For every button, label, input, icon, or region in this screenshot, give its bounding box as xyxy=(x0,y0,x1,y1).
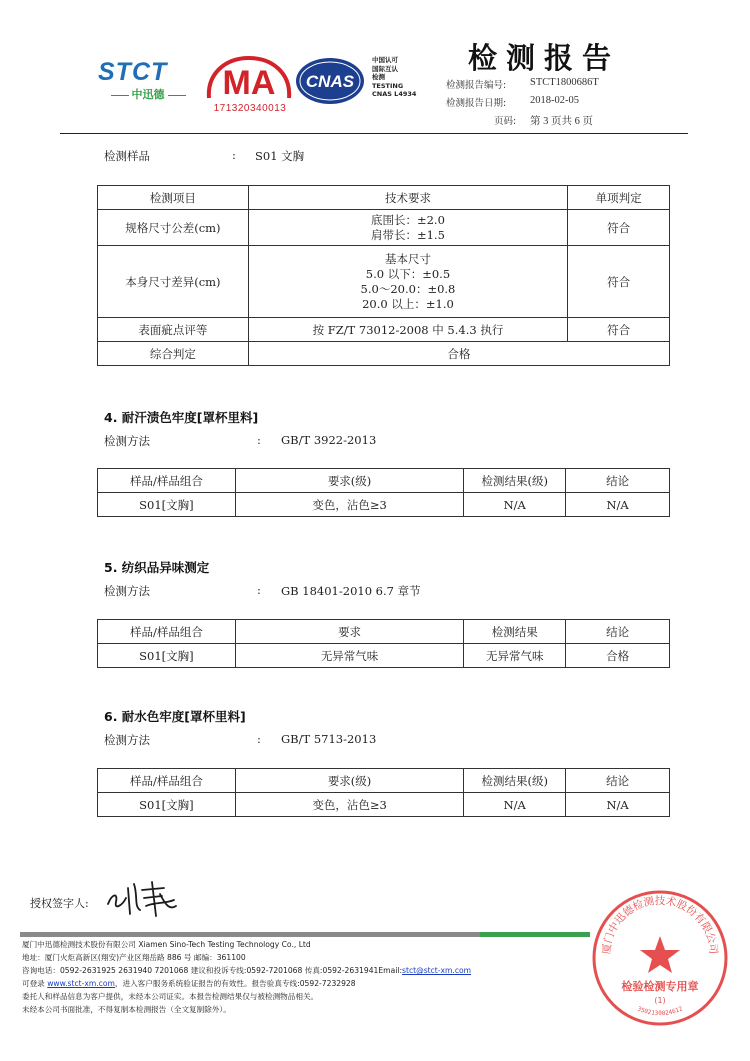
svg-text:3502130024612 xyxy=(636,1005,684,1017)
seal-purpose-text: 检验检测专用章 xyxy=(621,980,699,993)
table-row xyxy=(98,493,670,517)
footer-login-suffix: ，进入客户服务系统验证报告的有效性。报告验真专线:0592-7232928 xyxy=(114,979,356,988)
section-5-title: 5. 纺织品异味测定 xyxy=(104,560,210,575)
table-row xyxy=(98,318,670,342)
method-label: 检测方法 xyxy=(104,733,150,747)
table-row xyxy=(98,793,670,817)
section-4-table xyxy=(97,468,670,517)
requirement-cell xyxy=(248,210,567,246)
cnas-accreditation-text xyxy=(372,56,432,99)
requirement-line: 基本尺寸 xyxy=(384,251,431,266)
table-row xyxy=(98,246,670,318)
report-no: STCT1800686T xyxy=(530,77,599,88)
seal-star-icon xyxy=(640,936,680,973)
table-header-cell: 检测结果(级) xyxy=(464,469,566,493)
cnas-logo xyxy=(294,55,366,107)
footer-disclaimer-1: 委托人和样品信息为客户提供，未经本公司证实。本报告检测结果仅与被检测物品相关。 xyxy=(22,992,319,1001)
report-no-label: 检测报告编号: xyxy=(446,80,507,91)
requirement-cell: 按 FZ/T 73012-2008 中 5.4.3 执行 xyxy=(248,318,567,342)
ma-logo-text: MA xyxy=(222,64,276,102)
table-header-row xyxy=(98,469,670,493)
section-6-table xyxy=(97,768,670,817)
section-4-title: 4. 耐汗渍色牢度[罩杯里料] xyxy=(104,410,259,425)
table-cell: N/A xyxy=(566,793,670,817)
table-cell: S01[文胸] xyxy=(98,493,236,517)
requirement-line: 底围长：±2.0 xyxy=(370,212,445,227)
report-date: 2018-02-05 xyxy=(530,95,579,106)
footer-address: 地址：厦门火炬高新区(翔安)产业区翔岳路 886 号 邮编：361100 xyxy=(22,953,246,962)
item-cell: 本身尺寸差异(cm) xyxy=(98,246,249,318)
footer-contact xyxy=(22,965,471,976)
table-header-cell: 样品/样品组合 xyxy=(98,469,236,493)
footer-verify xyxy=(22,978,356,989)
table-cell: 变色，沾色≥3 xyxy=(235,793,464,817)
method-value: GB 18401-2010 6.7 章节 xyxy=(281,584,421,598)
report-date-label: 检测报告日期: xyxy=(446,98,507,109)
cnas-line: 国际互认 xyxy=(372,64,398,73)
table-header-cell: 要求(级) xyxy=(235,769,464,793)
method-colon: : xyxy=(257,433,261,447)
table-cell: 无异常气味 xyxy=(235,644,464,668)
overall-label-cell: 综合判定 xyxy=(98,342,249,366)
requirement-cell xyxy=(248,246,567,318)
table-header-cell: 样品/样品组合 xyxy=(98,620,236,644)
footer-contact-text: 咨询电话：0592-2631925 2631940 7201068 建议和投诉专线:0592-7201068 传真:0592-2631941Email: xyxy=(22,966,403,975)
table-header-row xyxy=(98,769,670,793)
table-header-cell: 结论 xyxy=(566,469,670,493)
method-label: 检测方法 xyxy=(104,434,150,448)
page-number: 第 3 页共 6 页 xyxy=(530,116,593,127)
table-cell: N/A xyxy=(566,493,670,517)
stct-logo-text: STCT xyxy=(98,58,168,86)
company-seal xyxy=(590,888,730,1028)
table-row xyxy=(98,210,670,246)
table-header-cell: 技术要求 xyxy=(248,186,567,210)
overall-value-cell: 合格 xyxy=(248,342,669,366)
requirement-line: 5.0～20.0：±0.8 xyxy=(360,281,456,296)
result-cell: 符合 xyxy=(568,318,670,342)
item-cell: 规格尺寸公差(cm) xyxy=(98,210,249,246)
method-label: 检测方法 xyxy=(104,584,150,598)
table-header-cell: 单项判定 xyxy=(568,186,670,210)
requirements-table xyxy=(97,185,670,366)
table-header-cell: 检测结果 xyxy=(464,620,566,644)
table-header-cell: 检测项目 xyxy=(98,186,249,210)
result-cell: 符合 xyxy=(568,246,670,318)
report-title: 检测报告 xyxy=(468,41,621,75)
table-header-row xyxy=(98,186,670,210)
seal-code: (1) xyxy=(654,996,666,1005)
stct-logo xyxy=(98,58,198,100)
requirement-line: 肩带长：±1.5 xyxy=(370,227,445,242)
sample-value: S01 文胸 xyxy=(255,149,305,163)
footer-company: 厦门中迅德检测技术股份有限公司 Xiamen Sino-Tech Testing Technology Co., Ltd xyxy=(22,940,311,949)
stct-logo-cn: 中迅德 xyxy=(98,86,198,102)
item-cell: 表面疵点评等 xyxy=(98,318,249,342)
method-value: GB/T 3922-2013 xyxy=(281,433,377,447)
footer-login-prefix: 可登录 xyxy=(22,979,48,988)
method-colon: : xyxy=(257,732,261,746)
requirement-line: 20.0 以上：±1.0 xyxy=(362,296,454,311)
table-header-cell: 结论 xyxy=(566,769,670,793)
table-header-cell: 样品/样品组合 xyxy=(98,769,236,793)
requirement-line: 5.0 以下：±0.5 xyxy=(365,266,451,281)
page-label: 页码: xyxy=(494,116,517,127)
table-cell: S01[文胸] xyxy=(98,644,236,668)
table-cell: N/A xyxy=(464,493,566,517)
cnas-line: CNAS L4934 xyxy=(372,90,417,99)
table-row xyxy=(98,644,670,668)
table-cell: 合格 xyxy=(566,644,670,668)
table-header-row xyxy=(98,620,670,644)
table-header-cell: 要求 xyxy=(235,620,464,644)
handwritten-signature xyxy=(104,876,179,918)
table-header-cell: 检测结果(级) xyxy=(464,769,566,793)
footer-color-bar xyxy=(20,932,590,937)
table-cell: N/A xyxy=(464,793,566,817)
method-colon: : xyxy=(257,583,261,597)
cnas-line: TESTING xyxy=(372,81,404,90)
seal-company-text: 厦门中迅德检测技术股份有限公司 xyxy=(600,895,720,955)
table-cell: 无异常气味 xyxy=(464,644,566,668)
cnas-line: 检测 xyxy=(372,73,385,82)
table-header-cell: 结论 xyxy=(566,620,670,644)
footer-email-link[interactable]: stct@stct-xm.com xyxy=(402,966,472,975)
table-cell: S01[文胸] xyxy=(98,793,236,817)
table-cell: 变色，沾色≥3 xyxy=(235,493,464,517)
header-divider xyxy=(60,133,688,134)
result-cell: 符合 xyxy=(568,210,670,246)
sample-label: 检测样品 xyxy=(104,149,150,163)
section-5-table xyxy=(97,619,670,668)
sample-colon: : xyxy=(232,148,236,162)
section-6-title: 6. 耐水色牢度[罩杯里料] xyxy=(104,709,246,724)
ma-number: 171320340013 xyxy=(213,103,287,114)
table-header-cell: 要求(级) xyxy=(235,469,464,493)
table-row xyxy=(98,342,670,366)
signatory-label: 授权签字人: xyxy=(30,897,89,910)
method-value: GB/T 5713-2013 xyxy=(281,732,377,746)
footer-website-link[interactable]: www.stct-xm.com xyxy=(47,979,115,988)
cnas-line: 中国认可 xyxy=(372,56,398,64)
cnas-logo-text: CNAS xyxy=(305,72,355,91)
seal-number: 3502130024612 xyxy=(636,1005,684,1018)
footer-disclaimer-2: 未经本公司书面批准，不得复制本检测报告（全文复制除外）。 xyxy=(22,1005,231,1014)
